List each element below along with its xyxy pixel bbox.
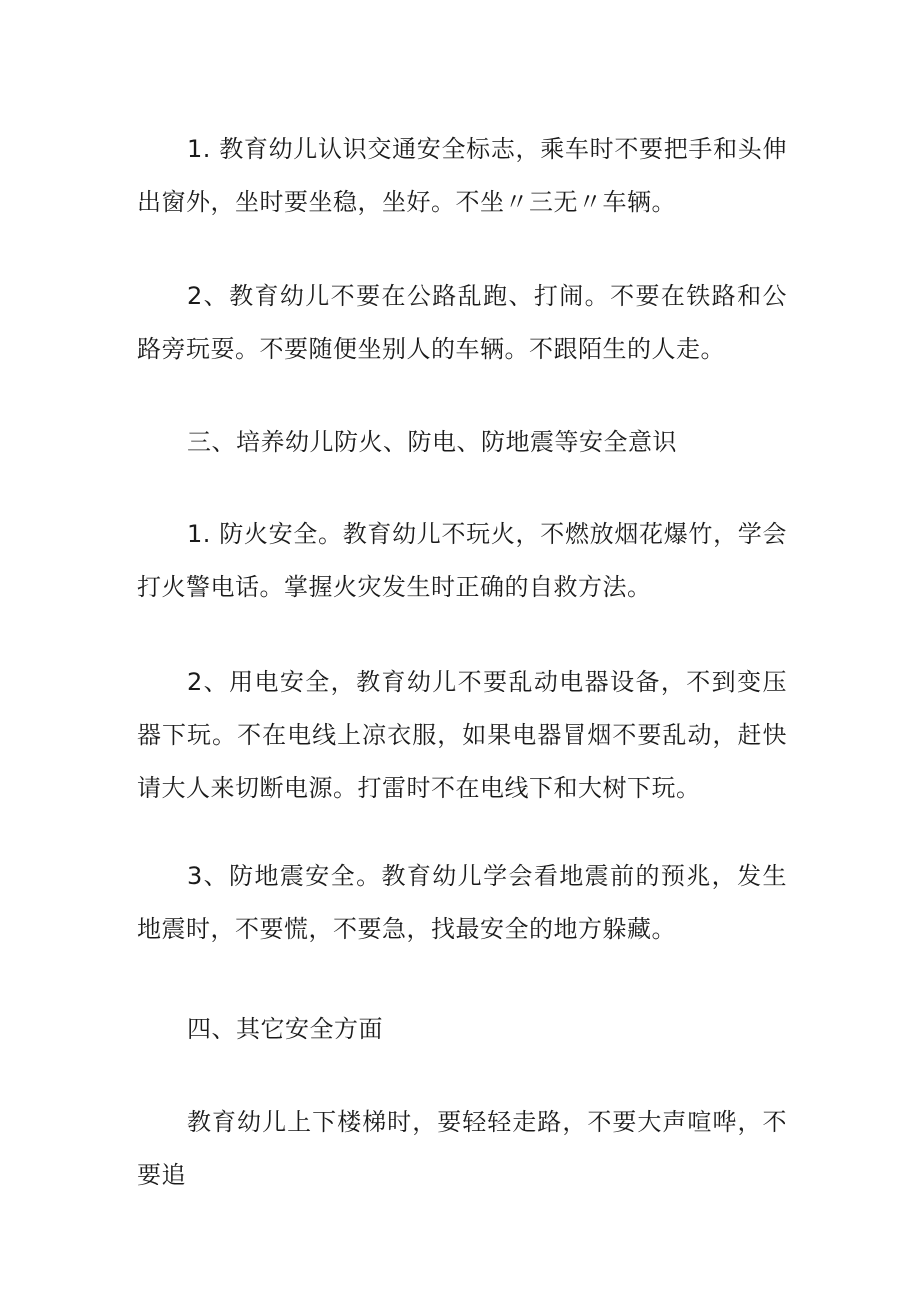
section-heading-fire-electric-earthquake: 三、培养幼儿防火、防电、防地震等安全意识 (187, 428, 677, 456)
paragraph-traffic-signs: 1. 教育幼儿认识交通安全标志，乘车时不要把手和头伸出窗外，坐时要坐稳，坐好。不坐〃三无〃车辆。 (137, 135, 787, 216)
paragraph-fire-safety: 1. 防火安全。教育幼儿不玩火，不燃放烟花爆竹，学会打火警电话。掌握火灾发生时正确的自救方法。 (137, 520, 787, 601)
section-heading-other-safety: 四、其它安全方面 (187, 1015, 383, 1043)
paragraph-stairs-safety: 教育幼儿上下楼梯时，要轻轻走路，不要大声喧哗，不要追 (137, 1108, 787, 1189)
paragraph-earthquake-safety: 3、防地震安全。教育幼儿学会看地震前的预兆，发生地震时，不要慌，不要急，找最安全的地方躲藏。 (137, 862, 787, 943)
paragraph-electric-safety: 2、用电安全，教育幼儿不要乱动电器设备，不到变压器下玩。不在电线上凉衣服，如果电器冒烟不要乱动，赶快请大人来切断电源。打雷时不在电线下和大树下玩。 (137, 668, 787, 802)
paragraph-road-safety: 2、教育幼儿不要在公路乱跑、打闹。不要在铁路和公路旁玩耍。不要随便坐别人的车辆。不跟陌生的人走。 (137, 282, 787, 363)
